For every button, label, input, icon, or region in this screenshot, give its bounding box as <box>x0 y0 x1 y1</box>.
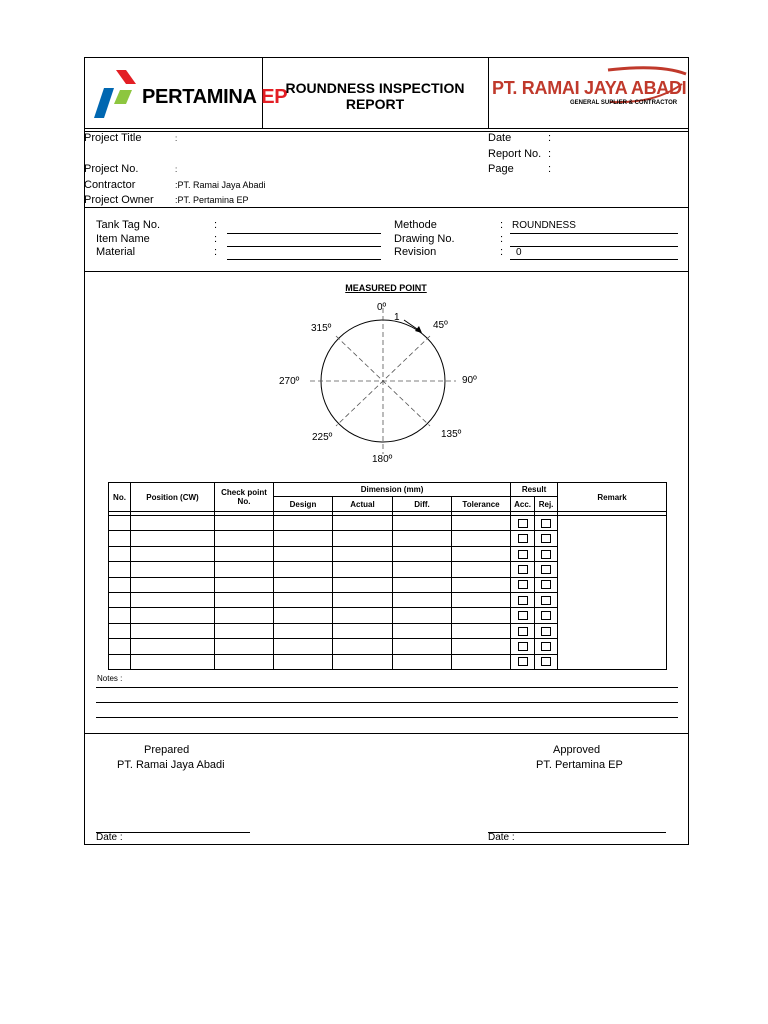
material-field <box>227 259 381 260</box>
notes-line <box>96 717 678 718</box>
page-title <box>262 80 488 112</box>
approved-signature-line <box>488 832 666 833</box>
colon: : <box>548 132 552 144</box>
colon: : <box>214 246 218 258</box>
header-result: Result <box>511 483 558 497</box>
acc-checkbox[interactable] <box>518 627 528 636</box>
rej-checkbox[interactable] <box>541 565 551 574</box>
inspection-table <box>108 482 667 670</box>
remark-cell <box>558 516 667 670</box>
header-check-point: Check point No. <box>215 483 274 512</box>
item-name-label: Item Name <box>96 233 150 245</box>
revision-label: Revision <box>394 246 437 258</box>
header-design: Design <box>274 497 333 512</box>
approved-label: Approved <box>553 744 601 756</box>
contractor-label: Contractor <box>84 179 136 191</box>
rej-checkbox[interactable] <box>541 550 551 559</box>
header-no: No. <box>109 483 131 512</box>
header-remark: Remark <box>558 483 667 512</box>
header-acc: Acc. <box>511 497 535 512</box>
acc-checkbox[interactable] <box>518 550 528 559</box>
acc-checkbox[interactable] <box>518 611 528 620</box>
diagram-title: MEASURED POINT <box>345 283 427 293</box>
measured-point-diagram <box>272 300 494 470</box>
angle-180-label: 180º <box>372 454 393 465</box>
divider <box>84 128 689 129</box>
acc-checkbox[interactable] <box>518 534 528 543</box>
rej-checkbox[interactable] <box>541 642 551 651</box>
header-tolerance: Tolerance <box>452 497 511 512</box>
ramai-logo-name: PT. RAMAI JAYA ABADI <box>492 78 687 98</box>
angle-135-label: 135º <box>441 429 462 440</box>
colon: : <box>500 219 504 231</box>
prepared-label: Prepared <box>144 744 190 756</box>
project-owner-value: :PT. Pertamina EP <box>175 195 249 205</box>
angle-225-label: 225º <box>312 432 333 443</box>
rej-checkbox[interactable] <box>541 657 551 666</box>
approved-company: PT. Pertamina EP <box>536 759 623 771</box>
item-name-field <box>227 246 381 247</box>
prepared-company: PT. Ramai Jaya Abadi <box>117 759 225 771</box>
angle-315-label: 315º <box>311 323 332 334</box>
divider <box>84 207 689 208</box>
methode-field <box>510 233 678 234</box>
header-diff: Diff. <box>393 497 452 512</box>
drawing-label: Drawing No. <box>394 233 455 245</box>
tank-tag-label: Tank Tag No. <box>96 219 161 231</box>
divider <box>488 57 489 128</box>
angle-45-label: 45º <box>433 320 448 331</box>
colon: : <box>175 134 178 143</box>
acc-checkbox[interactable] <box>518 565 528 574</box>
rej-checkbox[interactable] <box>541 580 551 589</box>
rej-checkbox[interactable] <box>541 611 551 620</box>
title-line-1: ROUNDNESS INSPECTION <box>285 80 465 96</box>
title-line-2: REPORT <box>345 96 405 112</box>
date-label: Date <box>488 132 512 144</box>
acc-checkbox[interactable] <box>518 657 528 666</box>
pertamina-logo-accent: EP <box>261 86 288 108</box>
project-owner-label: Project Owner <box>84 194 154 206</box>
acc-checkbox[interactable] <box>518 596 528 605</box>
drawing-field <box>510 246 678 247</box>
material-label: Material <box>96 246 136 258</box>
colon: : <box>214 219 218 231</box>
rej-checkbox[interactable] <box>541 519 551 528</box>
angle-90-label: 90º <box>462 375 477 386</box>
angle-0-label: 0º <box>377 302 387 313</box>
point-1-label: 1 <box>394 312 400 323</box>
pertamina-logo-main: PERTAMINA <box>142 86 256 108</box>
contractor-value: :PT. Ramai Jaya Abadi <box>175 180 266 190</box>
header-actual: Actual <box>333 497 393 512</box>
acc-checkbox[interactable] <box>518 519 528 528</box>
acc-checkbox[interactable] <box>518 580 528 589</box>
ramai-logo-tagline: GENERAL SUPLIER & CONTRACTOR <box>570 100 678 106</box>
tank-tag-field <box>227 233 381 234</box>
colon: : <box>175 165 178 174</box>
header-dimension: Dimension (mm) <box>274 483 511 497</box>
approved-date-label: Date : <box>488 832 515 843</box>
divider <box>84 131 689 132</box>
notes-label: Notes : <box>97 674 123 683</box>
colon: : <box>214 233 218 245</box>
divider <box>84 271 689 272</box>
header-rej: Rej. <box>535 497 558 512</box>
page-label: Page <box>488 163 514 175</box>
rej-checkbox[interactable] <box>541 627 551 636</box>
revision-value: 0 <box>516 247 522 258</box>
colon: : <box>548 163 552 175</box>
acc-checkbox[interactable] <box>518 642 528 651</box>
notes-line <box>96 702 678 703</box>
colon: : <box>500 246 504 258</box>
angle-270-label: 270º <box>279 376 300 387</box>
methode-label: Methode <box>394 219 437 231</box>
prepared-date-label: Date : <box>96 832 123 843</box>
methode-value: ROUNDNESS <box>512 220 576 231</box>
header-position: Position (CW) <box>131 483 215 512</box>
colon: : <box>548 148 552 160</box>
colon: : <box>500 233 504 245</box>
revision-field <box>510 259 678 260</box>
project-title-label: Project Title <box>84 132 142 144</box>
divider <box>84 733 689 734</box>
project-no-label: Project No. <box>84 163 139 175</box>
table-row <box>109 516 667 531</box>
rej-checkbox[interactable] <box>541 534 551 543</box>
notes-line <box>96 687 678 688</box>
report-no-label: Report No. <box>488 148 542 160</box>
rej-checkbox[interactable] <box>541 596 551 605</box>
